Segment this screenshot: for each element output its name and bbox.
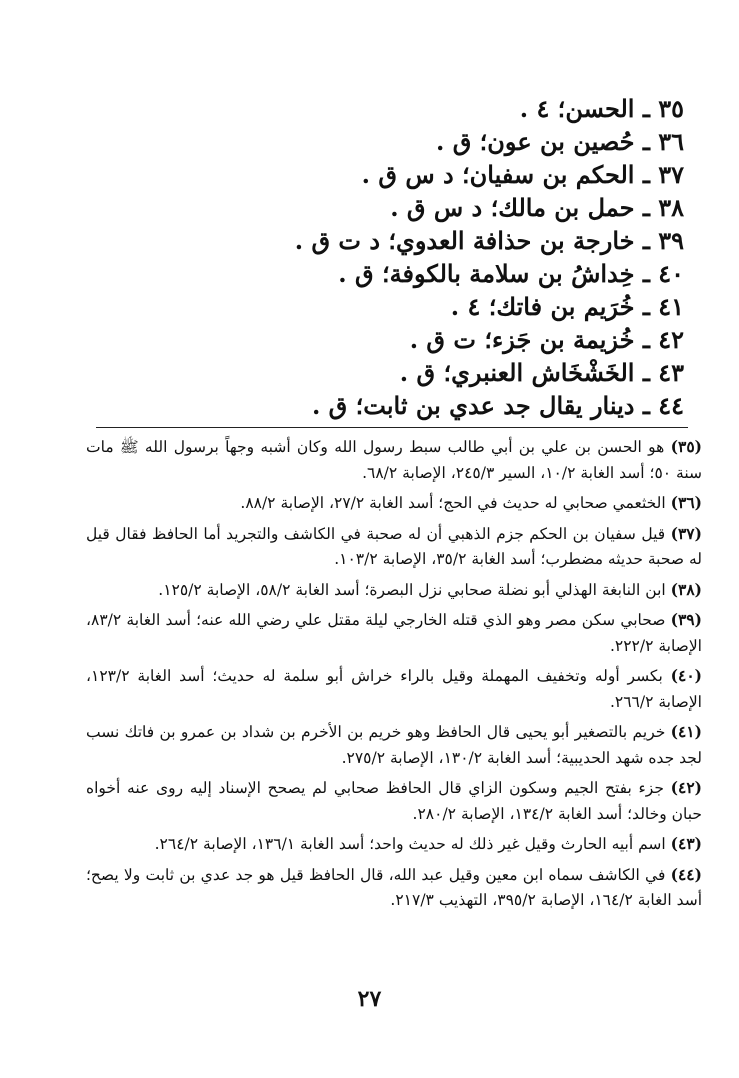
footnote-36	[86, 490, 702, 517]
footnote-divider	[96, 427, 688, 428]
footnote-text: ابن النابغة الهذلي أبو نضلة صحابي نزل البصرة؛ أسد الغابة ٥٨/٢، الإصابة ١٢٥/٢.	[158, 580, 666, 599]
footnote-number: (٤٠)	[670, 666, 702, 685]
page-number: ٢٧	[357, 986, 382, 1012]
footnote-number: (٣٧)	[670, 523, 702, 543]
entry-44: ٤٤ ـ دينار يقال جد عدي بن ثابت؛ ق .	[311, 391, 684, 420]
entry-42: ٤٢ ـ خُزيمة بن جَزء؛ ت ق .	[409, 325, 684, 354]
footnote-40	[86, 663, 702, 715]
entry-36: ٣٦ ـ حُصين بن عون؛ ق .	[435, 127, 684, 156]
footnote-number: (٣٨)	[670, 579, 702, 599]
entry-43: ٤٣ ـ الخَشْخَاش العنبري؛ ق .	[399, 358, 684, 387]
footnote-41	[86, 719, 702, 771]
footnote-text: صحابي سكن مصر وهو الذي قتله الخارجي ليلة مقتل علي رضي الله عنه؛ أسد الغابة ٨٣/٢، الإصابة ٢٢٢/٢.	[86, 611, 702, 655]
footnote-text: خريم بالتصغير أبو يحيى قال الحافظ وهو خريم بن الأخرم بن شداد بن عمرو بن فاتك نسب لجد جده شهد الحديبية؛ أسد الغابة ١٣٠/٢، الإصابة ٢٧٥/٢.	[86, 723, 702, 767]
entry-41: ٤١ ـ خُرَيم بن فاتك؛ ٤ .	[450, 292, 684, 321]
footnote-text: جزء بفتح الجيم وسكون الزاي قال الحافظ صحابي لم يصحح الإسناد إليه روى عنه أخواه حبان وخالد؛ أسد الغابة ١٣٤/٢، الإصابة ٢٨٠/٢.	[86, 779, 702, 823]
footnote-38	[86, 577, 702, 604]
entry-37: ٣٧ ـ الحكم بن سفيان؛ د س ق .	[361, 160, 684, 189]
footnote-number: (٤٤)	[670, 864, 702, 884]
entry-40: ٤٠ ـ خِداشُ بن سلامة بالكوفة؛ ق .	[338, 259, 684, 288]
entry-35: ٣٥ ـ الحسن؛ ٤ .	[519, 94, 684, 123]
footnote-text: اسم أبيه الحارث وقيل غير ذلك له حديث واحد؛ أسد الغابة ١٣٦/١، الإصابة ٢٦٤/٢.	[154, 835, 666, 853]
footnote-text: قيل سفيان بن الحكم جزم الذهبي أن له صحبة في الكاشف والتجريد أما الحافظ فقال قيل له صحبة حديثه مضطرب؛ أسد الغابة ٣٥/٢، الإصابة ١٠٣/٢.	[86, 524, 702, 568]
footnote-number: (٤١)	[670, 722, 702, 741]
footnote-43	[86, 831, 702, 858]
entries-list	[60, 92, 684, 422]
footnote-text: في الكاشف سماه ابن معين وقيل عبد الله، قال الحافظ قيل هو جد عدي بن ثابت ولا يصح؛ أسد الغابة ١٦٤/٢، الإصابة ٣٩٥/٢، التهذيب ٢١٧/٣.	[86, 865, 702, 909]
footnotes	[86, 434, 702, 918]
footnote-35	[86, 434, 702, 486]
footnote-number: (٣٦)	[670, 493, 702, 512]
footnote-text: بكسر أوله وتخفيف المهملة وقيل بالراء خراش أبو سلمة له حديث؛ أسد الغابة ١٢٣/٢، الإصابة ٢٦٦/٢.	[86, 667, 702, 711]
entry-38: ٣٨ ـ حمل بن مالك؛ د س ق .	[390, 193, 684, 222]
footnote-44	[86, 862, 702, 914]
footnote-42	[86, 775, 702, 827]
footnote-text: الخثعمي صحابي له حديث في الحج؛ أسد الغابة ٢٧/٢، الإصابة ٨٨/٢.	[240, 494, 666, 512]
footnote-39	[86, 607, 702, 659]
entry-39: ٣٩ ـ خارجة بن حذافة العدوي؛ د ت ق .	[294, 226, 684, 255]
footnote-number: (٤٢)	[670, 778, 702, 797]
footnote-37	[86, 521, 702, 573]
footnote-text: هو الحسن بن علي بن أبي طالب سبط رسول الله وكان أشبه وجهاً برسول الله ﷺ مات سنة ٥٠؛ أسد الغابة ١٠/٢، السير ٢٤٥/٣، الإصابة ٦٨/٢.	[86, 438, 702, 482]
footnote-number: (٣٥)	[670, 437, 702, 456]
footnote-number: (٣٩)	[670, 610, 702, 629]
footnote-number: (٤٣)	[670, 834, 702, 853]
